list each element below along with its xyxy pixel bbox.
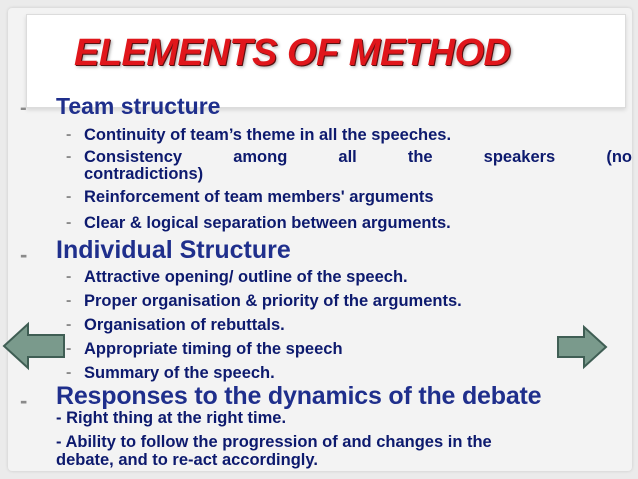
bullet-dash: -: [20, 97, 27, 119]
list-item: Consistency among all the speakers (no: [84, 148, 632, 166]
sub-bullet-dash: -: [66, 268, 72, 285]
bullet-dash: -: [20, 242, 28, 267]
list-item: Proper organisation & priority of the arguments.: [84, 292, 462, 310]
arrow-right-icon[interactable]: [556, 324, 608, 370]
list-item: Organisation of rebuttals.: [84, 316, 285, 334]
sub-bullet-dash: -: [66, 214, 72, 231]
sub-bullet-dash: -: [66, 340, 72, 357]
body-line: - Ability to follow the progression of and changes in the: [56, 433, 492, 451]
list-item: Summary of the speech.: [84, 364, 275, 382]
slide-title: ELEMENTS OF METHOD: [74, 32, 511, 74]
sub-bullet-dash: -: [66, 126, 72, 143]
sub-bullet-dash: -: [66, 292, 72, 309]
bullet-dash: -: [20, 388, 28, 413]
list-item-continuation: contradictions): [84, 165, 204, 183]
list-item: Continuity of team’s theme in all the speeches.: [84, 126, 452, 144]
list-item: Clear & logical separation between arguments.: [84, 214, 451, 232]
section-heading-team-structure: Team structure: [56, 93, 221, 119]
sub-bullet-dash: -: [66, 316, 72, 333]
section-heading-responses: Responses to the dynamics of the debate: [56, 382, 542, 410]
list-item: Attractive opening/ outline of the speech.: [84, 268, 408, 286]
sub-bullet-dash: -: [66, 364, 72, 381]
sub-bullet-dash: -: [66, 188, 72, 205]
body-line: debate, and to re-act accordingly.: [56, 451, 318, 469]
list-item: Appropriate timing of the speech: [84, 340, 343, 358]
body-line: - Right thing at the right time.: [56, 409, 287, 427]
section-heading-individual-structure: Individual Structure: [56, 236, 291, 264]
list-item: Reinforcement of team members' arguments: [84, 188, 434, 206]
sub-bullet-dash: -: [66, 148, 72, 165]
arrow-left-icon[interactable]: [2, 321, 66, 371]
